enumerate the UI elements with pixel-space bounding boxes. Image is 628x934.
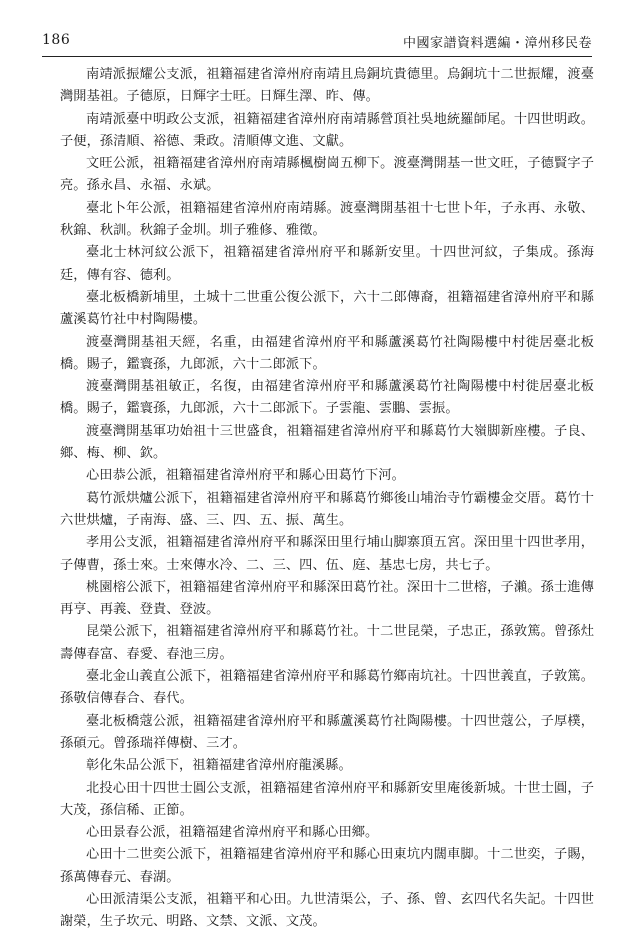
paragraph: 孝用公支派，祖籍福建省漳州府平和縣深田里行埔山脚寨頂五宮。深田里十四世孝用，子傳曹，孫士來。士來傳水冷、二、三、四、伍、庭、基忠七房，共七子。 <box>60 535 594 573</box>
paragraph: 南靖派臺中明政公支派，祖籍福建省漳州府南靖縣營頂社吳地統羅師尾。十四世明政。子便，孫清順、裕德、秉政。清順傳文進、文獻。 <box>60 111 594 149</box>
paragraph: 北投心田十四世士圓公支派，祖籍福建省漳州府平和縣新安里庵後新城。十世士圓，子大茂，孫信稀、正節。 <box>60 780 594 818</box>
paragraph: 臺北板橋蔻公派，祖籍福建省漳州府平和縣蘆溪葛竹社陶陽樓。十四世蔻公，子厚樸，孫碩元。曾孫瑞祥傳樹、三才。 <box>60 713 594 751</box>
paragraph: 昆榮公派下，祖籍福建省漳州府平和縣葛竹社。十二世昆榮，子忠正，孫敦篤。曾孫灶壽傳春富、春愛、春池三房。 <box>60 624 594 662</box>
paragraph: 彰化朱品公派下，祖籍福建省漳州府龍溪縣。 <box>86 758 352 774</box>
paragraph: 臺北士林河紋公派下，祖籍福建省漳州府平和縣新安里。十四世河紋，子集成。孫海廷，傳有容、德利。 <box>60 245 594 283</box>
paragraph: 心田派清渠公支派，祖籍平和心田。九世清渠公，子、孫、曾、玄四代名失記。十四世謝榮，生子坎元、明路、文禁、文派、文茂。 <box>60 891 594 930</box>
page-header <box>42 30 592 57</box>
paragraph: 南靖派振耀公支派，祖籍福建省漳州府南靖且烏銅坑貴德里。烏銅坑十二世振耀，渡臺灣開基祖。子德原，日輝字士旺。日輝生澤、昨、傳。 <box>60 67 594 105</box>
paragraph: 渡臺灣開基軍功始祖十三世盛食，祖籍福建省漳州府平和縣葛竹大嶺脚新座樓。子良、鄉、梅、柳、欽。 <box>60 423 594 462</box>
paragraph: 心田十二世奕公派下，祖籍福建省漳州府平和縣心田東坑内闊車脚。十二世奕，子賜，孫萬傳春元、春湖。 <box>60 847 594 885</box>
paragraph: 渡臺灣開基祖天經，名重，由福建省漳州府平和縣蘆溪葛竹社陶陽樓中村徙居臺北板橋。賜子，鑑寰孫，九郎派，六十二郎派下。 <box>60 334 594 372</box>
paragraph: 葛竹派烘爐公派下，祖籍福建省漳州府平和縣葛竹鄉後山埔治寺竹霸樓金交厝。葛竹十六世烘爐，子南海、盛、三、四、五、振、萬生。 <box>60 490 594 528</box>
paragraph: 渡臺灣開基祖敏正，名復，由福建省漳州府平和縣蘆溪葛竹社陶陽樓中村徙居臺北板橋。賜子，鑑寰孫，九郎派，六十二郎派下。子雲龍、雲鵬、雲振。 <box>60 379 594 417</box>
paragraph: 臺北金山義直公派下，祖籍福建省漳州府平和縣葛竹鄉南坑社。十四世義直，子敦篤。孫敬信傳春合、春代。 <box>60 669 594 707</box>
paragraph: 桃園榕公派下，祖籍福建省漳州府平和縣深田葛竹社。深田十二世榕，子瀨。孫士進傳再亨、再義、登貴、登波。 <box>60 579 594 618</box>
paragraph: 臺北板橋新埔里，土城十二世重公復公派下，六十二郎傳裔，祖籍福建省漳州府平和縣蘆溪葛竹社中村陶陽樓。 <box>60 289 594 328</box>
paragraph: 心田恭公派，祖籍福建省漳州府平和縣心田葛竹下河。 <box>86 468 405 484</box>
body-text <box>60 64 594 934</box>
paragraph: 心田景春公派，祖籍福建省漳州府平和縣心田鄉。 <box>86 825 379 841</box>
paragraph: 文旺公派，祖籍福建省漳州府南靖縣楓樹崗五柳下。渡臺灣開基一世文旺，子德賢字子亮。孫永昌、永福、永斌。 <box>60 156 594 194</box>
paragraph: 臺北卜年公派，祖籍福建省漳州府南靖縣。渡臺灣開基祖十七世卜年，子永再、永敬、秋錦、秋訓。秋錦子金圳。圳子雅修、雅徵。 <box>60 200 594 239</box>
running-title: 中國家譜資料選編・漳州移民卷 <box>402 36 592 51</box>
page-number: 186 <box>42 32 71 48</box>
